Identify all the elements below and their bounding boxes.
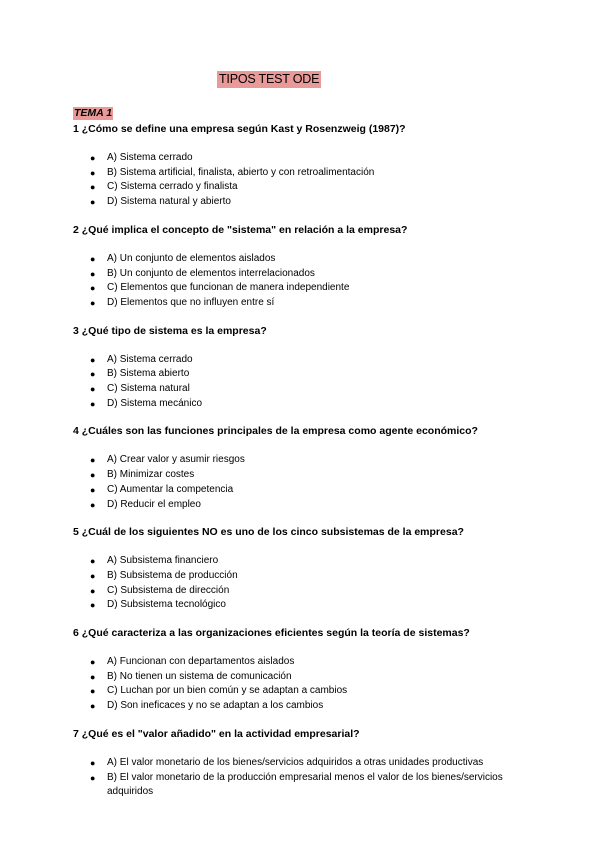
option-item	[73, 367, 543, 382]
option-list	[73, 756, 543, 800]
option-list	[73, 453, 543, 512]
question-7	[73, 727, 543, 800]
option-item	[73, 296, 543, 311]
question-text: 6 ¿Qué caracteriza a las organizaciones eficientes según la teoría de sistemas?	[73, 627, 470, 640]
bullet-icon: ●	[90, 297, 96, 308]
question-text: 5 ¿Cuál de los siguientes NO es uno de los cinco subsistemas de la empresa?	[73, 526, 464, 539]
bullet-icon: ●	[90, 556, 96, 567]
spacer	[73, 512, 543, 525]
option-item	[73, 684, 543, 699]
bullet-icon: ●	[90, 701, 96, 712]
question-text: 1 ¿Cómo se define una empresa según Kast y Rosenzweig (1987)?	[73, 123, 406, 135]
bullet-icon: ●	[90, 253, 96, 264]
option-text: C) Luchan por un bien común y se adaptan a cambios	[107, 685, 348, 697]
option-item	[73, 670, 543, 685]
option-text: A) Funcionan con departamentos aislados	[107, 656, 295, 668]
option-text: D) Elementos que no influyen entre sí	[107, 296, 275, 308]
section-label: TEMA 1	[74, 107, 113, 119]
question-text: 3 ¿Qué tipo de sistema es la empresa?	[73, 324, 267, 337]
bullet-icon: ●	[90, 455, 96, 466]
option-item	[73, 584, 543, 599]
option-item	[73, 195, 543, 210]
option-item	[73, 468, 543, 483]
option-item	[73, 498, 543, 513]
bullet-icon: ●	[90, 167, 96, 178]
bullet-icon: ●	[90, 570, 96, 581]
option-text: B) Sistema abierto	[107, 368, 190, 380]
bullet-icon: ●	[90, 671, 96, 682]
option-text: C) Subsistema de dirección	[107, 584, 230, 596]
bullet-icon: ●	[90, 398, 96, 409]
option-text: B) Un conjunto de elementos interrelacionados	[107, 267, 315, 279]
question-4	[73, 424, 543, 512]
bullet-icon: ●	[90, 499, 96, 510]
bullet-icon: ●	[90, 268, 96, 279]
option-text: C) Sistema cerrado y finalista	[107, 181, 238, 193]
option-list	[73, 353, 543, 412]
option-item	[73, 771, 543, 800]
option-text: A) Crear valor y asumir riesgos	[107, 454, 245, 466]
option-item	[73, 151, 543, 166]
option-item	[73, 554, 543, 569]
question-6	[73, 626, 543, 714]
question-3	[73, 324, 543, 412]
option-item	[73, 267, 543, 282]
option-text: D) Subsistema tecnológico	[107, 599, 226, 611]
option-text: C) Sistema natural	[107, 383, 190, 395]
option-text: A) Sistema cerrado	[107, 353, 193, 365]
option-item	[73, 281, 543, 296]
option-item	[73, 166, 543, 181]
bullet-icon: ●	[90, 197, 96, 208]
question-1	[73, 122, 543, 210]
option-text: D) Reducir el empleo	[107, 498, 201, 510]
option-list	[73, 655, 543, 714]
bullet-icon: ●	[90, 470, 96, 481]
spacer	[73, 613, 543, 626]
bullet-icon: ●	[90, 484, 96, 495]
option-item	[73, 382, 543, 397]
bullet-icon: ●	[90, 600, 96, 611]
option-text: D) Son ineficaces y no se adaptan a los cambios	[107, 700, 324, 712]
question-text: 7 ¿Qué es el "valor añadido" en la actividad empresarial?	[73, 727, 360, 740]
option-item	[73, 353, 543, 368]
question-text: 4 ¿Cuáles son las funciones principales de la empresa como agente económico?	[73, 425, 478, 438]
option-text: A) Subsistema financiero	[107, 555, 219, 567]
spacer	[73, 411, 543, 424]
option-list	[73, 252, 543, 311]
question-text: 2 ¿Qué implica el concepto de "sistema" en relación a la empresa?	[73, 223, 408, 236]
option-item	[73, 655, 543, 670]
option-item	[73, 483, 543, 498]
option-item	[73, 252, 543, 267]
option-item	[73, 180, 543, 195]
bullet-icon: ●	[90, 369, 96, 380]
bullet-icon: ●	[90, 757, 96, 768]
option-item	[73, 699, 543, 714]
bullet-icon: ●	[90, 686, 96, 697]
option-text: D) Sistema natural y abierto	[107, 196, 231, 208]
option-item	[73, 569, 543, 584]
option-text: B) Subsistema de producción	[107, 569, 238, 581]
option-text: A) Un conjunto de elementos aislados	[107, 252, 276, 264]
spacer	[73, 311, 543, 324]
option-text: B) No tienen un sistema de comunicación	[107, 670, 292, 682]
option-text: C) Elementos que funcionan de manera independiente	[107, 282, 350, 294]
bullet-icon: ●	[90, 657, 96, 668]
question-2	[73, 223, 543, 311]
option-text: B) Sistema artificial, finalista, abierto y con retroalimentación	[107, 166, 375, 178]
option-list	[73, 151, 543, 210]
option-text: D) Sistema mecánico	[107, 397, 203, 409]
option-item	[73, 397, 543, 412]
option-item	[73, 453, 543, 468]
option-text: A) Sistema cerrado	[107, 152, 193, 163]
option-text: A) El valor monetario de los bienes/servicios adquiridos a otras unidades productivas	[107, 756, 484, 768]
bullet-icon: ●	[90, 153, 96, 163]
bullet-icon: ●	[90, 354, 96, 365]
spacer	[73, 210, 543, 223]
spacer	[73, 714, 543, 727]
bullet-icon: ●	[90, 772, 96, 783]
option-text: C) Aumentar la competencia	[107, 483, 234, 495]
option-list	[73, 554, 543, 613]
question-list	[73, 122, 543, 800]
option-text: B) Minimizar costes	[107, 469, 195, 481]
option-text: B) El valor monetario de la producción empresarial menos el valor de los bienes/servicios adquiridos	[107, 771, 503, 798]
option-item	[73, 598, 543, 613]
bullet-icon: ●	[90, 283, 96, 294]
option-item	[73, 756, 543, 771]
document-title: TIPOS TEST ODE	[219, 72, 320, 86]
bullet-icon: ●	[90, 182, 96, 193]
question-5	[73, 525, 543, 613]
bullet-icon: ●	[90, 585, 96, 596]
bullet-icon: ●	[90, 384, 96, 395]
